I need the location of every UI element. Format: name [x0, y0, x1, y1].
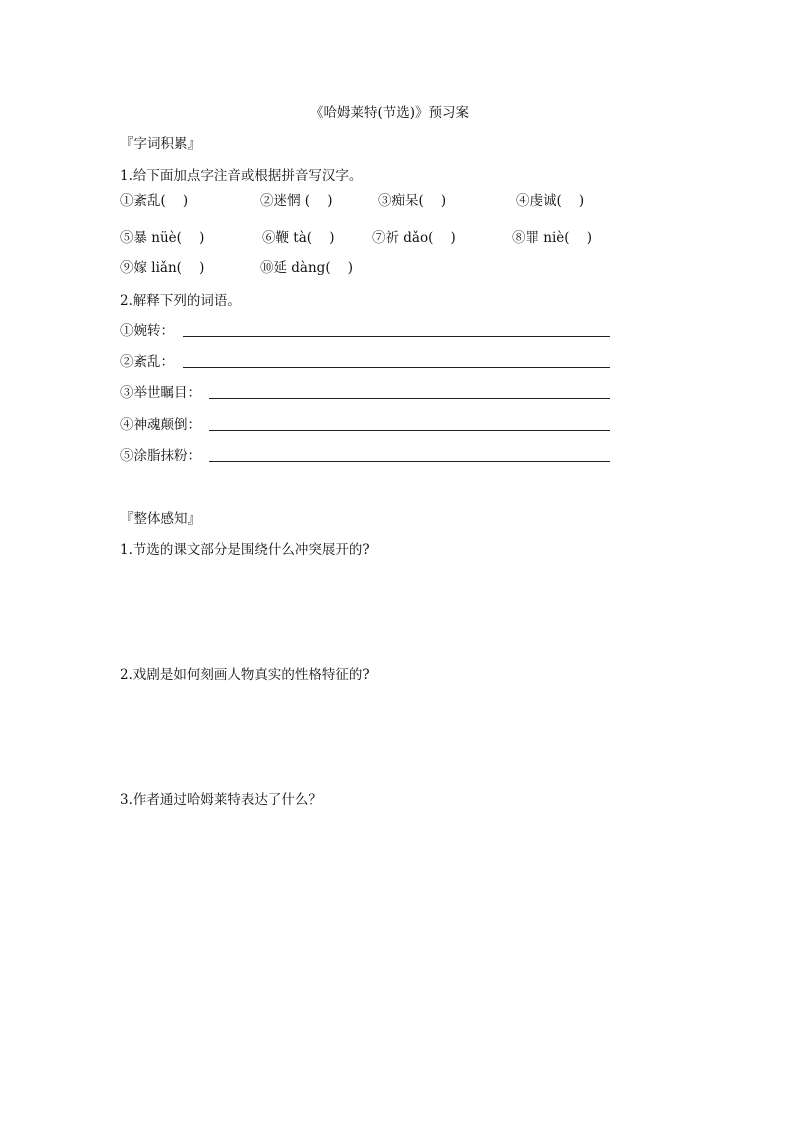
- answer-line-2[interactable]: [183, 367, 610, 368]
- term-label-5: ⑤涂脂抹粉：: [120, 448, 201, 464]
- pinyin-item-1: ①紊乱( ): [120, 193, 189, 209]
- answer-line-5[interactable]: [209, 461, 610, 462]
- pinyin-item-6: ⑥鞭 tà( ): [262, 230, 335, 246]
- answer-line-3[interactable]: [209, 398, 610, 399]
- answer-line-1[interactable]: [183, 336, 610, 337]
- pinyin-item-7: ⑦祈 dǎo( ): [372, 230, 456, 246]
- pinyin-item-4: ④虔诚( ): [516, 193, 585, 209]
- pinyin-item-8: ⑧罪 niè( ): [512, 230, 592, 246]
- pinyin-item-5: ⑤暴 nüè( ): [120, 230, 205, 246]
- overview-question-1: 1.节选的课文部分是围绕什么冲突展开的?: [120, 542, 370, 558]
- question-1-prompt: 1.给下面加点字注音或根据拼音写汉字。: [120, 168, 363, 184]
- term-label-2: ②紊乱：: [120, 354, 174, 370]
- pinyin-item-10: ⑩延 dàng( ): [260, 260, 354, 276]
- term-label-1: ①婉转：: [120, 323, 174, 339]
- section-heading-vocabulary: 『字词积累』: [120, 136, 201, 152]
- overview-question-3: 3.作者通过哈姆莱特表达了什么？: [120, 792, 322, 808]
- overview-question-2: 2.戏剧是如何刻画人物真实的性格特征的?: [120, 667, 370, 683]
- term-label-4: ④神魂颠倒：: [120, 417, 201, 433]
- pinyin-item-2: ②迷惘 ( ): [260, 193, 333, 209]
- question-2-prompt: 2.解释下列的词语。: [120, 293, 241, 309]
- section-heading-overview: 『整体感知』: [120, 511, 201, 527]
- page-title: 《哈姆莱特(节选)》预习案: [310, 105, 470, 121]
- answer-line-4[interactable]: [209, 430, 610, 431]
- pinyin-item-3: ③痴呆( ): [378, 193, 447, 209]
- pinyin-item-9: ⑨嫁 liǎn( ): [120, 260, 205, 276]
- term-label-3: ③举世瞩目：: [120, 385, 201, 401]
